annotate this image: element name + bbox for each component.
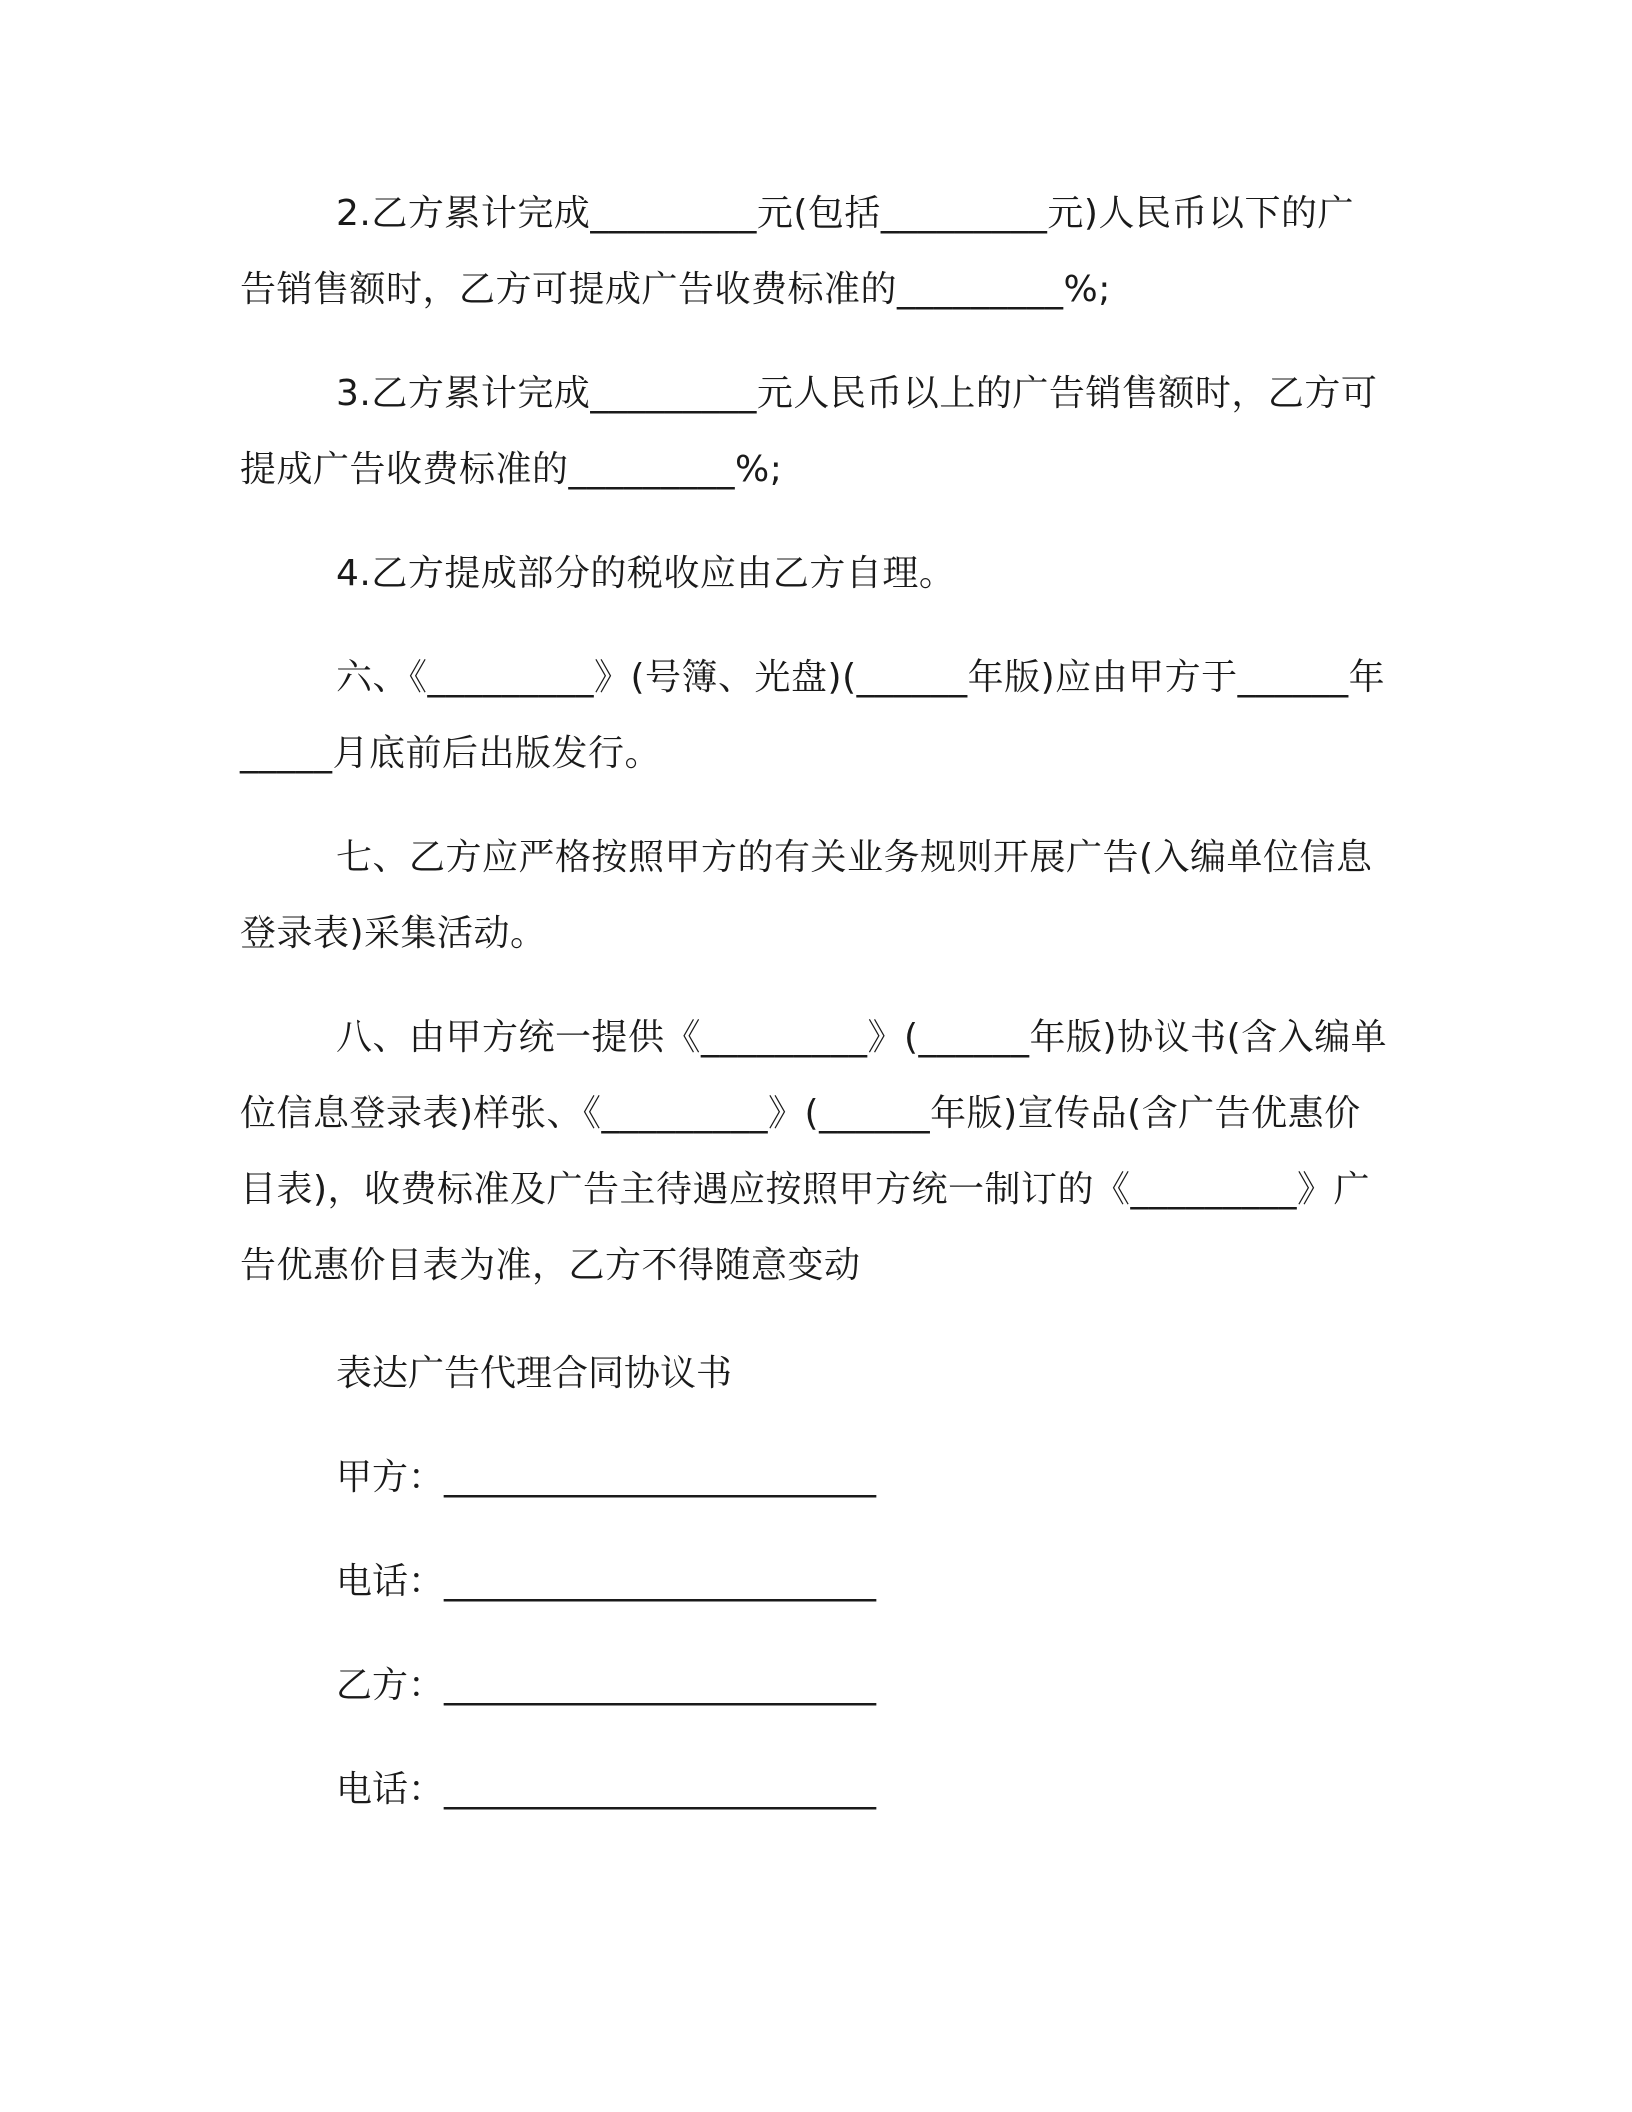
clause-7: 七、乙方应严格按照甲方的有关业务规则开展广告(入编单位信息登录表)采集活动。: [240, 837, 1373, 954]
party-a-blank[interactable]: ________________________: [444, 1457, 877, 1498]
party-b-phone-label: 电话：: [336, 1769, 445, 1810]
clause-5-4: 4.乙方提成部分的税收应由乙方自理。: [336, 553, 956, 594]
party-a-label: 甲方：: [336, 1457, 445, 1498]
clause-8: 八、由甲方统一提供《_________》(______年版)协议书(含入编单位信息登录表)样张、《_________》(______年版)宣传品(含广告优惠价目表)，收费标准及广告主待遇应按照甲方统一制订的《_________》广告优惠价目表为准，乙方不得随意变动: [240, 1017, 1388, 1286]
clause-5-3: 3.乙方累计完成_________元人民币以上的广告销售额时，乙方可提成广告收费标准的_________%;: [240, 373, 1378, 490]
party-b-phone-field: [336, 1766, 876, 1814]
clause-6: 六、《_________》(号簿、光盘)(______年版)应由甲方于______年_____月底前后出版发行。: [240, 657, 1386, 774]
party-b-blank[interactable]: ________________________: [444, 1665, 877, 1706]
party-a-field: [336, 1454, 876, 1502]
clause-5-2: 2.乙方累计完成_________元(包括_________元)人民币以下的广告销售额时，乙方可提成广告收费标准的_________%;: [240, 193, 1354, 310]
contract-title: 表达广告代理合同协议书: [336, 1353, 733, 1394]
party-a-phone-label: 电话：: [336, 1561, 445, 1602]
contract-body: [240, 176, 1390, 1304]
party-a-phone-field: [336, 1558, 876, 1606]
party-b-field: [336, 1662, 876, 1710]
party-a-phone-blank[interactable]: ________________________: [444, 1561, 877, 1602]
party-b-phone-blank[interactable]: ________________________: [444, 1769, 877, 1810]
party-b-label: 乙方：: [336, 1665, 445, 1706]
